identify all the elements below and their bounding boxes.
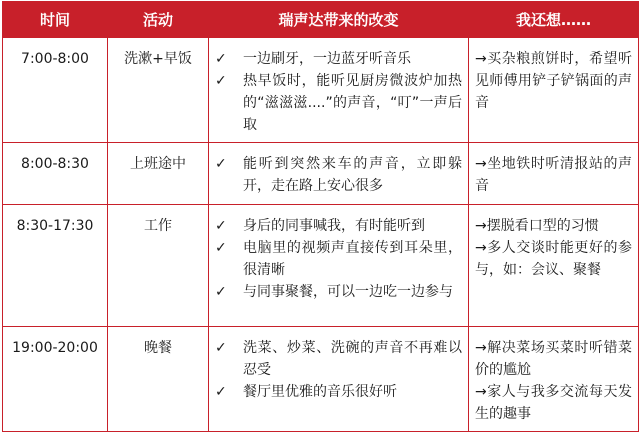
- header-time: 时间: [3, 2, 108, 38]
- want-item: →家人与我多交流每天发生的趣事: [475, 384, 632, 422]
- check-icon: ✓: [215, 240, 227, 256]
- want-item: →解决菜场买菜时听错菜价的尴尬: [475, 340, 632, 378]
- table-row: [3, 143, 639, 205]
- schedule-table: [2, 1, 639, 432]
- change-item: [215, 70, 462, 136]
- change-item: [215, 237, 462, 281]
- change-item: [215, 281, 462, 303]
- change-text: 能听到突然来车的声音，立即躲开，走在路上安心很多: [243, 156, 462, 194]
- activity-cell: 晚餐: [108, 327, 209, 432]
- check-icon: ✓: [215, 73, 227, 89]
- header-want: 我还想……: [469, 2, 639, 38]
- table-row: [3, 205, 639, 327]
- want-item: →坐地铁时听清报站的声音: [475, 156, 632, 194]
- change-text: 身后的同事喊我，有时能听到: [243, 218, 425, 234]
- header-row: [3, 2, 639, 38]
- change-item: [215, 337, 462, 381]
- change-cell: [209, 38, 469, 143]
- want-item: →摆脱看口型的习惯: [475, 218, 599, 234]
- change-cell: [209, 205, 469, 327]
- want-item: →多人交谈时能更好的参与，如：会议、聚餐: [475, 240, 632, 278]
- want-cell: [469, 327, 639, 432]
- header-activity: 活动: [108, 2, 209, 38]
- want-cell: [469, 38, 639, 143]
- change-cell: [209, 327, 469, 432]
- want-cell: [469, 205, 639, 327]
- want-item: →买杂粮煎饼时，希望听见师傅用铲子铲锅面的声音: [475, 51, 632, 111]
- change-text: 餐厅里优雅的音乐很好听: [243, 384, 397, 400]
- change-text: 洗菜、炒菜、洗碗的声音不再难以忍受: [243, 340, 462, 378]
- change-item: [215, 381, 462, 403]
- change-cell: [209, 143, 469, 205]
- check-icon: ✓: [215, 156, 227, 172]
- change-text: 热早饭时，能听见厨房微波炉加热的“滋滋滋....”的声音，“叮”一声后取: [243, 73, 462, 133]
- change-text: 与同事聚餐，可以一边吃一边参与: [243, 284, 453, 300]
- check-icon: ✓: [215, 284, 227, 300]
- check-icon: ✓: [215, 340, 227, 356]
- change-item: [215, 215, 462, 237]
- change-text: 一边刷牙，一边蓝牙听音乐: [243, 51, 411, 67]
- change-item: [215, 48, 462, 70]
- change-item: [215, 153, 462, 197]
- check-icon: ✓: [215, 384, 227, 400]
- header-change: 瑞声达带来的改变: [209, 2, 469, 38]
- activity-cell: 工作: [108, 205, 209, 327]
- want-cell: [469, 143, 639, 205]
- table-row: [3, 327, 639, 432]
- time-cell: 19:00-20:00: [3, 327, 108, 432]
- check-icon: ✓: [215, 51, 227, 67]
- time-cell: 8:30-17:30: [3, 205, 108, 327]
- activity-cell: 洗漱+早饭: [108, 38, 209, 143]
- change-text: 电脑里的视频声直接传到耳朵里，很清晰: [243, 240, 462, 278]
- time-cell: 8:00-8:30: [3, 143, 108, 205]
- activity-cell: 上班途中: [108, 143, 209, 205]
- table-row: [3, 38, 639, 143]
- time-cell: 7:00-8:00: [3, 38, 108, 143]
- check-icon: ✓: [215, 218, 227, 234]
